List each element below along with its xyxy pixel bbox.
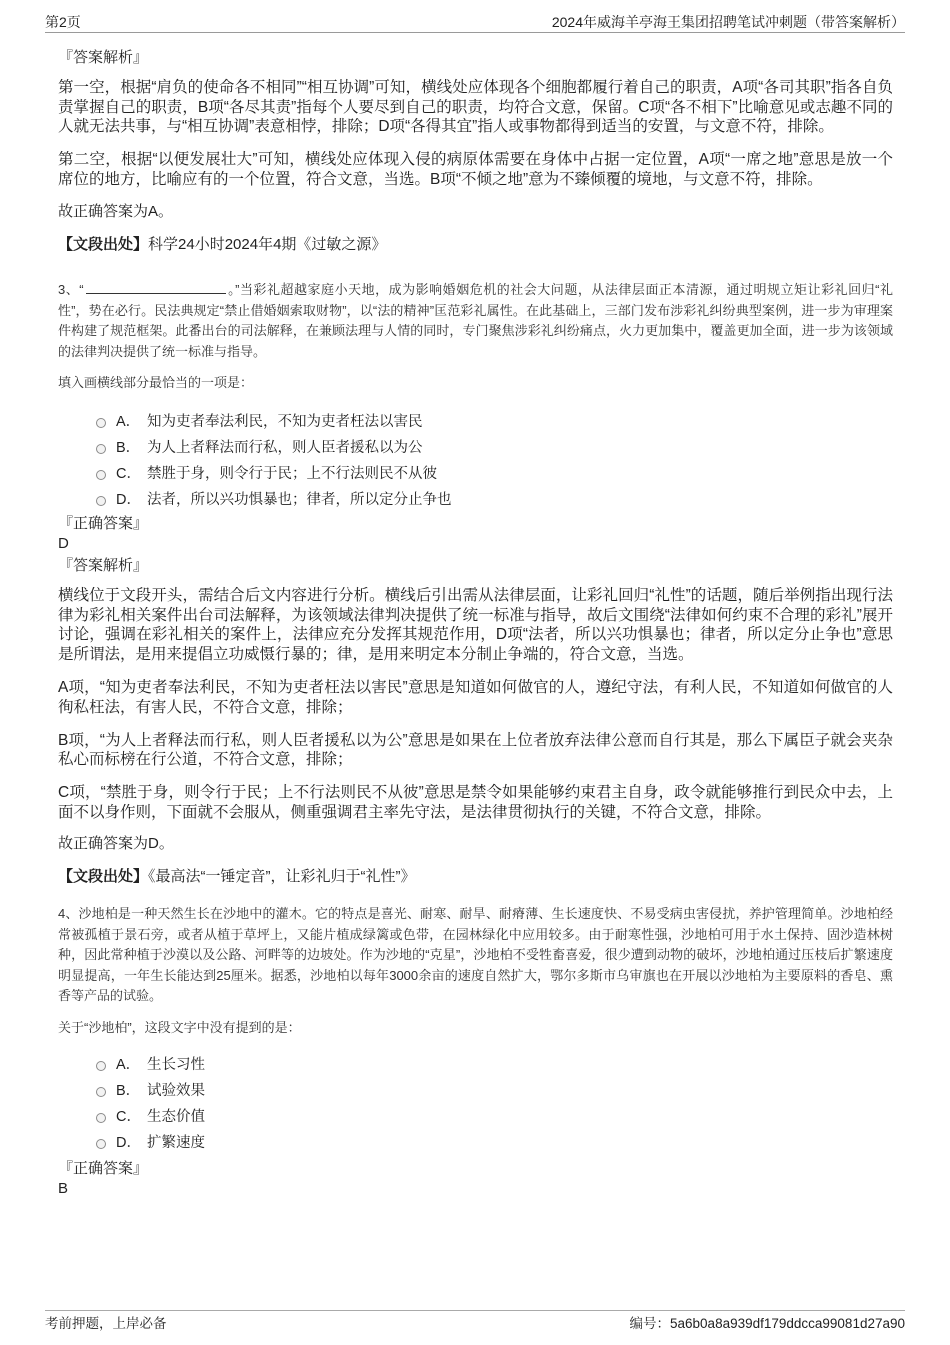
q3-stem-text: 。”当彩礼超越家庭小天地，成为影响婚姻危机的社会大问题，从法律层面正本清源，通过明规立矩让彩礼回归“礼性”，势在必行。民法典规定“禁止借婚姻索取财物”，以“法的精神”匡范彩礼属性。在此基础上，三部门发布涉彩礼纠纷典型案例，进一步为审理案件构建了规范框架。此番出台的司法解释，在兼顾法理与人情的同时，专门聚焦涉彩礼纠纷痛点，火力更加集中，覆盖更加全面，进一步为该领域的法律判决提供了统一标准与指导。: [58, 282, 893, 359]
option-text: 法者，所以兴功惧暴也；律者，所以定分止争也: [147, 491, 452, 508]
q4-option-d-radio[interactable]: [96, 1139, 106, 1149]
q3-option-b[interactable]: [58, 433, 893, 459]
footer-divider: [45, 1310, 905, 1311]
serial-label: 编号：: [629, 1316, 671, 1331]
q3-conclusion: 故正确答案为D。: [58, 835, 174, 852]
source-text: 科学24小时2024年4期《过敏之源》: [148, 236, 387, 253]
option-letter: D．: [116, 491, 141, 508]
option-letter: B．: [116, 439, 141, 456]
q3-stem-prefix: 3、“: [58, 282, 84, 297]
option-text: 知为吏者奉法利民，不知为吏者枉法以害民: [147, 413, 423, 430]
q4-option-b-radio[interactable]: [96, 1087, 106, 1097]
option-text: 为人上者释法而行私，则人臣者援私以为公: [147, 439, 423, 456]
q3-analysis-paragraph: 横线位于文段开头，需结合后文内容进行分析。横线后引出需从法律层面，让彩礼回归“礼性”的话题，随后举例指出现行法律为彩礼相关案件出台司法解释，为该领域法律判决提供了统一标准与指导，故后文围绕“法律如何约束不合理的彩礼”展开讨论，强调在彩礼相关的案件上，法律应充分发挥其规范作用，D项“法者，所以兴功惧暴也；律者，所以定分止争也”意思是所谓法，是用来提倡立功威慑行暴的；律，是用来明定本分制止争端的，符合文意，当选。: [58, 587, 893, 663]
option-text: 生态价值: [147, 1109, 205, 1125]
q2-conclusion: 故正确答案为A。: [58, 203, 174, 220]
q3-option-c[interactable]: [58, 459, 893, 485]
option-letter: A．: [116, 1057, 141, 1073]
q4-correct-answer: B: [58, 1179, 69, 1197]
page-number: 第2页: [45, 13, 81, 30]
q3-stem: [58, 280, 893, 362]
q4-prompt: 关于“沙地柏”，这段文字中没有提到的是：: [58, 1019, 301, 1035]
q4-stem: 4、沙地柏是一种天然生长在沙地中的灌木。它的特点是喜光、耐寒、耐旱、耐瘠薄、生长速度快、不易受病虫害侵扰，养护管理简单。沙地柏经常被孤植于景石旁，或者从植于草坪上，又能片植成绿篱或色带，在园林绿化中应用较多。由于耐寒性强，沙地柏可用于水土保持、固沙造林树种，因此常种植于沙漠以及公路、河畔等的边坡处。作为沙地的“克星”，沙地柏不受牲畜喜爱，很少遭到动物的破坏，沙地柏通过压枝后扩繁速度明显提高，一年生长能达到25厘米。据悉，沙地柏以每年3000余亩的速度自然扩大，鄂尔多斯市乌审旗也在开展以沙地柏为主要原料的香皂、熏香等产品的试验。: [58, 906, 893, 1003]
q4-option-c[interactable]: [58, 1103, 893, 1129]
q3-correct-label: 『正确答案』: [58, 515, 149, 532]
option-letter: D．: [116, 1135, 141, 1151]
q3-analysis-label: 『答案解析』: [58, 557, 149, 574]
q3-analysis-option-a: A项，“知为吏者奉法利民，不知为吏者枉法以害民”意思是知道如何做官的人，遵纪守法，有利人民，不知道如何做官的人徇私枉法，有害人民，不符合文意，排除；: [58, 679, 893, 716]
page-content: [58, 48, 893, 1199]
q3-source: [58, 867, 893, 887]
q3-prompt: 填入画横线部分最恰当的一项是：: [58, 375, 254, 390]
footer-slogan: 考前押题，上岸必备: [45, 1316, 167, 1331]
q2-analysis-paragraph: 第二空，根据“以便发展壮大”可知，横线处应体现入侵的病原体需要在身体中占据一定位置，A项“一席之地”意思是放一个席位的地方，比喻应有的一个位置，符合文意，当选。B项“不倾之地”意为不臻倾覆的境地，与文意不符，排除。: [58, 151, 893, 188]
q3-options: [58, 407, 893, 511]
q3-analysis-option-b: B项，“为人上者释法而行私，则人臣者援私以为公”意思是如果在上位者放弃法律公意而自行其是，那么下属臣子就会夹杂私心而标榜在行公道，不符合文意，排除；: [58, 731, 893, 768]
q2-analysis-paragraph: 第一空，根据“肩负的使命各不相同”“相互协调”可知，横线处应体现各个细胞都履行着自己的职责，A项“各司其职”指各自负责掌握自己的职责，B项“各尽其责”指每个人要尽到自己的职责，均符合文意，保留。C项“各不相下”比喻意见或志趣不同的人就无法共事，与“相互协调”表意相悖，排除；D项“各得其宜”指人或事物都得到适当的安置，与文意不符，排除。: [58, 79, 893, 135]
option-letter: C．: [116, 1109, 141, 1125]
q3-correct-answer: D: [58, 535, 69, 552]
q4-option-a[interactable]: [58, 1051, 893, 1077]
q4-options: [58, 1051, 893, 1155]
option-letter: B．: [116, 1083, 141, 1099]
source-text: 《最高法“一锤定音”，让彩礼归于“礼性”》: [148, 868, 416, 885]
document-title: 2024年威海羊亭海王集团招聘笔试冲刺题（带答案解析）: [551, 13, 905, 30]
q3-option-b-radio[interactable]: [96, 444, 106, 454]
q3-option-c-radio[interactable]: [96, 470, 106, 480]
option-text: 禁胜于身，则令行于民；上不行法则民不从彼: [147, 465, 437, 482]
q3-option-d-radio[interactable]: [96, 496, 106, 506]
q4-correct-label: 『正确答案』: [58, 1159, 149, 1177]
q3-option-a[interactable]: [58, 407, 893, 433]
option-text: 扩繁速度: [147, 1135, 205, 1151]
q4-option-b[interactable]: [58, 1077, 893, 1103]
q2-source: [58, 235, 893, 255]
page-footer: [45, 1313, 905, 1331]
option-letter: C．: [116, 465, 141, 482]
footer-serial: [630, 1312, 905, 1332]
answer-blank: [86, 281, 226, 294]
q2-analysis-label: 『答案解析』: [58, 49, 149, 66]
q4-option-a-radio[interactable]: [96, 1061, 106, 1071]
option-text: 试验效果: [147, 1083, 205, 1099]
page-header: [45, 11, 905, 33]
q3-option-d[interactable]: [58, 485, 893, 511]
q4-option-d[interactable]: [58, 1129, 893, 1155]
q4-option-c-radio[interactable]: [96, 1113, 106, 1123]
source-label: 【文段出处】: [58, 236, 149, 253]
option-text: 生长习性: [147, 1057, 205, 1073]
option-letter: A．: [116, 413, 141, 430]
q3-analysis-option-c: C项，“禁胜于身，则令行于民；上不行法则民不从彼”意思是禁令如果能够约束君主自身，政令就能够推行到民众中去，上面不以身作则，下面就不会服从，侧重强调君主率先守法，是法律贯彻执行的关键，不符合文意，排除。: [58, 784, 893, 821]
source-label: 【文段出处】: [58, 868, 149, 885]
q3-option-a-radio[interactable]: [96, 418, 106, 428]
serial-number: 5a6b0a8a939df179ddcca99081d27a90: [670, 1316, 905, 1331]
